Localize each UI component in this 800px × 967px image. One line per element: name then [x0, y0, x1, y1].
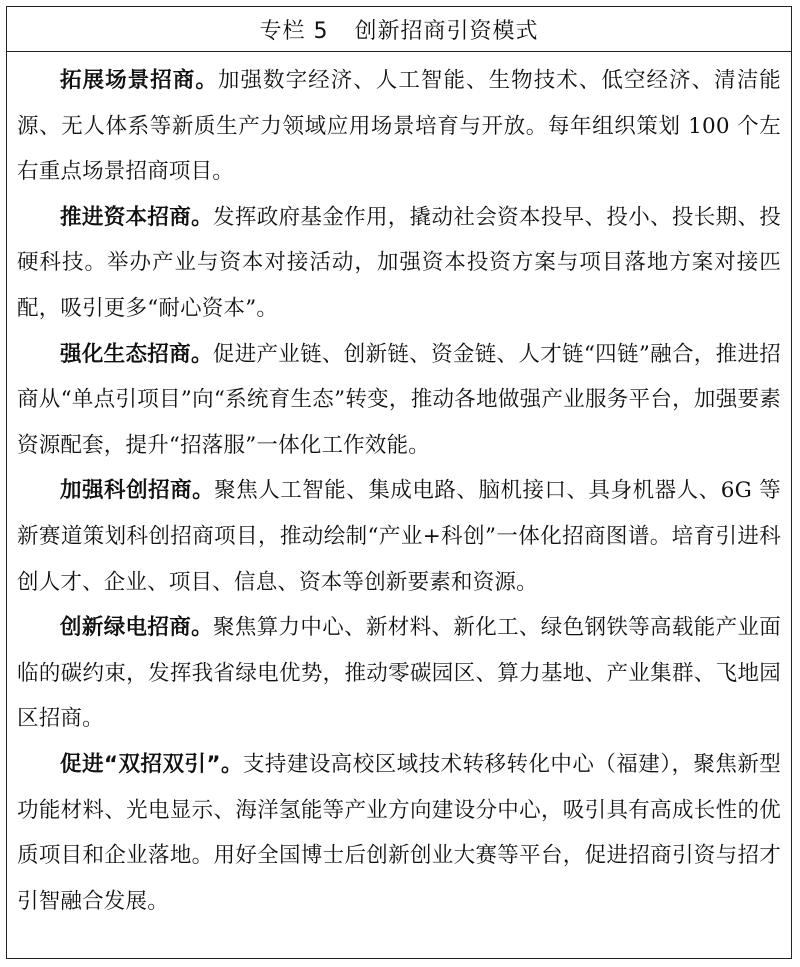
paragraph-green-power-investment [17, 605, 781, 742]
paragraph-text: 加强数字经济、人工智能、生物技术、低空经济、清洁能源、无人体系等新质生产力领域应用场景培育与开放。每年组织策划 100 个左右重点场景招商项目。 [17, 68, 781, 185]
paragraph-scene-investment [17, 58, 781, 195]
paragraph-lead: 加强科创招商。 [60, 478, 215, 504]
paragraph-lead: 推进资本招商。 [60, 204, 213, 230]
paragraph-text: 聚焦算力中心、新材料、新化工、绿色钢铁等高载能产业面临的碳约束，发挥我省绿电优势，推动零碳园区、算力基地、产业集群、飞地园区招商。 [17, 615, 782, 732]
column-heading: 创新招商引资模式 [354, 18, 539, 44]
paragraph-lead: 促进“双招双引”。 [60, 751, 243, 777]
paragraph-text: 支持建设高校区域技术转移转化中心（福建），聚焦新型功能材料、光电显示、海洋氢能等产业方向建设分中心，吸引具有高成长性的优质项目和企业落地。用好全国博士后创新创业大赛等平台，促进招商引资与招才引智融合发展。 [17, 751, 781, 914]
paragraph-text: 促进产业链、创新链、资金链、人才链“四链”融合，推进招商从“单点引项目”向“系统育生态”转变，推动各地做强产业服务平台，加强要素资源配套，提升“招落服”一体化工作效能。 [17, 341, 781, 458]
paragraph-lead: 拓展场景招商。 [60, 68, 218, 93]
column-title [7, 7, 791, 52]
paragraph-text: 聚焦人工智能、集成电路、脑机接口、具身机器人、6G 等新赛道策划科创招商项目，推动绘制“产业+科创”一体化招商图谱。培育引进科创人才、企业、项目、信息、资本等创新要素和资源。 [17, 478, 782, 595]
paragraph-capital-investment [17, 195, 781, 332]
paragraph-text: 发挥政府基金作用，撬动社会资本投早、投小、投长期、投硬科技。举办产业与资本对接活动，加强资本投资方案与项目落地方案对接匹配，吸引更多“耐心资本”。 [17, 204, 782, 321]
paragraph-ecosystem-investment [17, 332, 781, 469]
paragraph-lead: 强化生态招商。 [60, 341, 213, 367]
column-body [7, 52, 791, 924]
paragraph-dual-recruitment [17, 742, 781, 924]
paragraph-tech-investment [17, 468, 781, 605]
column-box [6, 6, 792, 959]
paragraph-lead: 创新绿电招商。 [60, 615, 213, 641]
column-number: 专栏 5 [259, 18, 329, 44]
